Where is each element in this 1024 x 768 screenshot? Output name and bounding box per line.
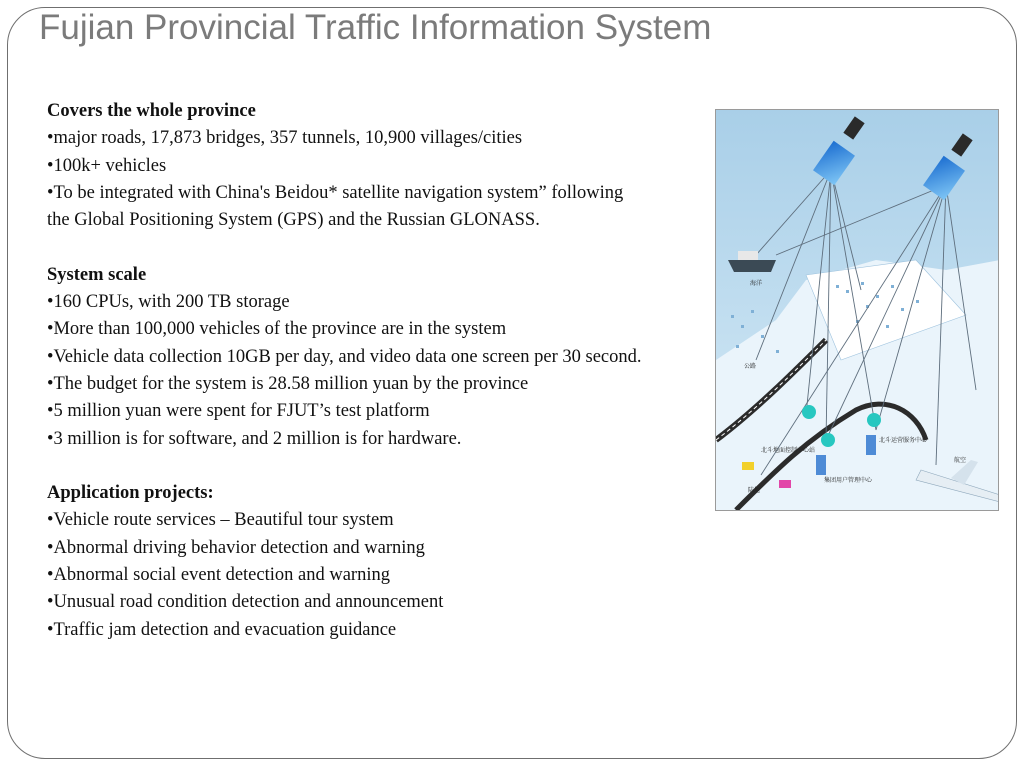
label-ocean: 海洋 [750,280,763,287]
label-aviation: 航空 [954,457,967,464]
bullet-item: • The budget for the system is 28.58 million yuan by the province [47,371,717,398]
beidou-system-illustration [715,109,999,511]
label-highway: 公路 [744,363,757,370]
bullet-item: • 5 million yuan were spent for FJUT’s test platform [47,398,717,425]
bullet-item: • Abnormal social event detection and warning [47,562,717,589]
bullet-item: • To be integrated with China's Beidou* satellite navigation system” following [47,180,717,207]
label-operation-center: 北斗运营服务中心 [879,437,928,444]
bullet-continuation: the Global Positioning System (GPS) and the Russian GLONASS. [47,210,540,231]
label-control-station: 北斗地面控制中心站 [761,447,816,454]
bullet-item: • major roads, 17,873 bridges, 357 tunnels, 10,900 villages/cities [47,125,717,152]
bullet-item: • More than 100,000 vehicles of the province are in the system [47,316,717,343]
slide-title: Fujian Provincial Traffic Information System [39,8,712,47]
bullet-item: • 100k+ vehicles [47,153,717,180]
bullet-item: • Vehicle data collection 10GB per day, and video data one screen per 30 second. [47,344,717,371]
section-heading-coverage: Covers the whole province [47,101,256,121]
bullet-item: • Traffic jam detection and evacuation guidance [47,617,717,644]
bullet-item: • Abnormal driving behavior detection and warning [47,535,717,562]
bullet-item: • Vehicle route services – Beautiful tour system [47,507,717,534]
label-land: 陆地 [748,487,761,494]
bullet-item: • 160 CPUs, with 200 TB storage [47,289,717,316]
label-group-user: 集团用户管理中心 [824,477,873,484]
section-heading-application-projects: Application projects: [47,483,214,504]
bullet-item: • Unusual road condition detection and announcement [47,589,717,616]
section-heading-system-scale: System scale [47,264,147,285]
bullet-item: • 3 million is for software, and 2 million is for hardware. [47,426,717,453]
slide-content [47,98,717,644]
